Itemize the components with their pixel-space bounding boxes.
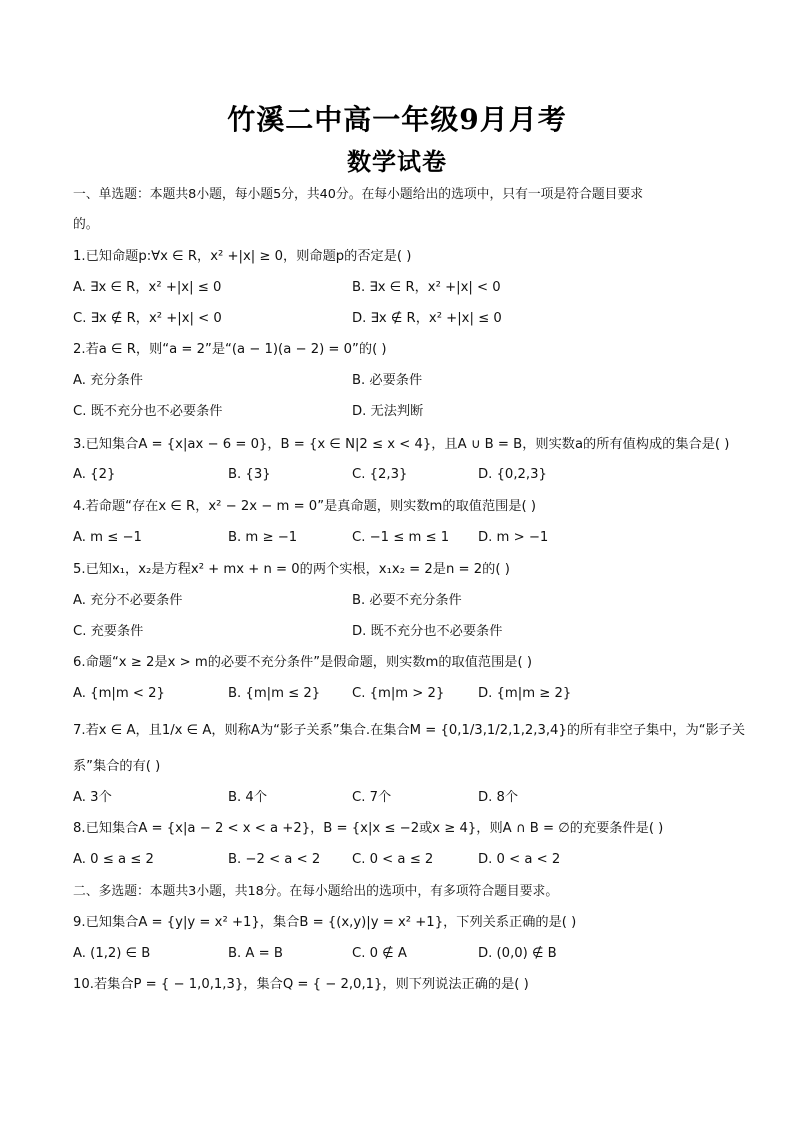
q8-option-b: B. −2 < a < 2	[228, 852, 321, 867]
question-8: 8.已知集合A = {x|a − 2 < x < a +2}，B = {x|x ≤ −2或x ≥ 4}，则A ∩ B = ∅的充要条件是( )	[73, 821, 664, 836]
q8-option-c: C. 0 < a ≤ 2	[352, 852, 434, 867]
question-10: 10.若集合P = { − 1,0,1,3}，集合Q = { − 2,0,1}，则下列说法正确的是( )	[73, 977, 529, 992]
q4-option-a: A. m ≤ −1	[73, 530, 142, 545]
q1-option-a: A. ∃x ∈ R，x² +|x| ≤ 0	[73, 280, 222, 295]
q6-option-c: C. {m|m > 2}	[352, 686, 445, 701]
q6-option-b: B. {m|m ≤ 2}	[228, 686, 321, 701]
q5-option-a: A. 充分不必要条件	[73, 593, 183, 608]
q2-option-d: D. 无法判断	[352, 404, 424, 419]
exam-subtitle: 数学试卷	[347, 147, 447, 176]
q4-option-d: D. m > −1	[478, 530, 549, 545]
question-3: 3.已知集合A = {x|ax − 6 = 0}，B = {x ∈ N|2 ≤ x < 4}，且A ∪ B = B，则实数a的所有值构成的集合是( )	[73, 437, 730, 452]
q2-option-c: C. 既不充分也不必要条件	[73, 404, 223, 419]
q6-option-a: A. {m|m < 2}	[73, 686, 165, 701]
question-6: 6.命题“x ≥ 2是x > m的必要不充分条件”是假命题，则实数m的取值范围是( )	[73, 655, 532, 670]
q1-option-b: B. ∃x ∈ R，x² +|x| < 0	[352, 280, 501, 295]
q3-option-b: B. {3}	[228, 467, 271, 482]
question-7: 7.若x ∈ A，且1/x ∈ A，则称A为“影子关系”集合.在集合M = {0,1/3,1/2,1,2,3,4}的所有非空子集中，为“影子关	[73, 723, 746, 738]
exam-title: 竹溪二中高一年级9月月考	[227, 103, 567, 136]
q1-option-d: D. ∃x ∉ R，x² +|x| ≤ 0	[352, 311, 502, 326]
q3-option-a: A. {2}	[73, 467, 116, 482]
question-7-cont: 系”集合的有( )	[73, 759, 161, 774]
q9-option-d: D. (0,0) ∉ B	[478, 946, 557, 961]
q7-option-d: D. 8个	[478, 790, 519, 805]
q9-option-c: C. 0 ∉ A	[352, 946, 407, 961]
question-9: 9.已知集合A = {y|y = x² +1}，集合B = {(x,y)|y = x² +1}，下列关系正确的是( )	[73, 915, 577, 930]
question-4: 4.若命题“存在x ∈ R，x² − 2x − m = 0”是真命题，则实数m的取值范围是( )	[73, 499, 536, 514]
q5-option-c: C. 充要条件	[73, 624, 144, 639]
q8-option-a: A. 0 ≤ a ≤ 2	[73, 852, 154, 867]
q6-option-d: D. {m|m ≥ 2}	[478, 686, 572, 701]
q2-option-b: B. 必要条件	[352, 373, 423, 388]
q1-option-c: C. ∃x ∉ R，x² +|x| < 0	[73, 311, 222, 326]
q7-option-a: A. 3个	[73, 790, 112, 805]
q4-option-b: B. m ≥ −1	[228, 530, 298, 545]
question-2: 2.若a ∈ R，则“a = 2”是“(a − 1)(a − 2) = 0”的( )	[73, 342, 387, 357]
q4-option-c: C. −1 ≤ m ≤ 1	[352, 530, 450, 545]
q8-option-d: D. 0 < a < 2	[478, 852, 561, 867]
q3-option-d: D. {0,2,3}	[478, 467, 547, 482]
q5-option-b: B. 必要不充分条件	[352, 593, 462, 608]
q2-option-a: A. 充分条件	[73, 373, 143, 388]
q7-option-c: C. 7个	[352, 790, 392, 805]
section1-heading-cont: 的。	[73, 217, 99, 232]
q7-option-b: B. 4个	[228, 790, 268, 805]
section1-heading: 一、单选题：本题共8小题，每小题5分，共40分。在每小题给出的选项中，只有一项是符合题目要求	[73, 187, 644, 202]
q5-option-d: D. 既不充分也不必要条件	[352, 624, 503, 639]
q9-option-a: A. (1,2) ∈ B	[73, 946, 151, 961]
q3-option-c: C. {2,3}	[352, 467, 408, 482]
question-1: 1.已知命题p:∀x ∈ R，x² +|x| ≥ 0，则命题p的否定是( )	[73, 249, 412, 264]
section2-heading: 二、多选题：本题共3小题，共18分。在每小题给出的选项中，有多项符合题目要求。	[73, 884, 559, 899]
q9-option-b: B. A = B	[228, 946, 283, 961]
question-5: 5.已知x₁，x₂是方程x² + mx + n = 0的两个实根，x₁x₂ = 2是n = 2的( )	[73, 562, 510, 577]
